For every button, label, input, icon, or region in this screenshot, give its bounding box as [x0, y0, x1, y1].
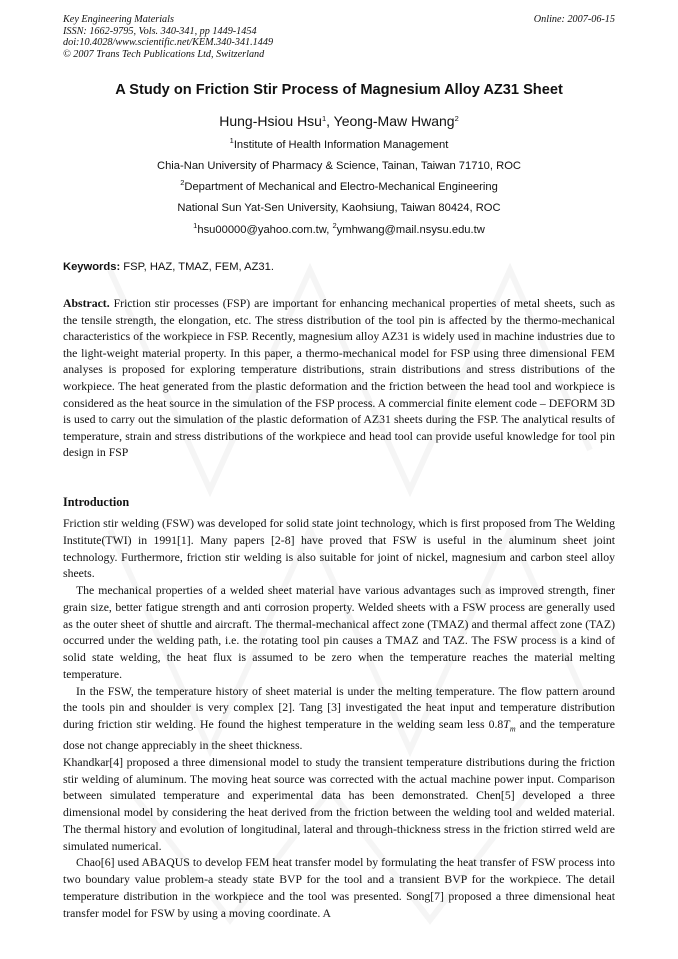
author-affiliation-mark: 2 [454, 114, 459, 123]
email-address: ymhwang@mail.nsysu.edu.tw [336, 224, 485, 236]
affiliation-2-line-1: $^2$Department of Mechanical and Electro-Mechanical Engineering [180, 178, 498, 193]
keywords-text: FSP, HAZ, TMAZ, FEM, AZ31. [120, 261, 274, 273]
affiliation-mark: 1 [193, 221, 198, 230]
paragraph: In the FSW, the temperature history of sheet material is under the melting temperature. The flow pattern around the tools pin and shoulder is very complex [2]. Tang [3] investigated the heat input and temperature distribution during friction stir welding. He found the highest temperature in the welding seam less $0.8T_m$ and the temperature dose not change appreciably in the sheet thickness. [63, 684, 615, 753]
paragraph: Friction stir welding (FSW) was developed for solid state joint technology, which is first proposed from The Welding Institute(TWI) in 1991[1]. Many papers [2-8] have proved that FSW is useful in the aluminum sheet joint technology. Furthermore, friction stir welding is also suitable for joint of nickel, magnesium and carbon steel alloy sheets. [63, 517, 615, 581]
math-formula: $0.8T_m$ [488, 718, 516, 734]
abstract-text: Friction stir processes (FSP) are important for enhancing mechanical properties of metal sheets, such as the tensile strength, the elongation, etc. The stress distribution of the tool pin is affected by the thermo-mechanical characteristics of the workpiece in FSP. Recently, magnesium alloy AZ31 is widely used in machine industries due to the light-weight material property. In this paper, a thermo-mechanical model for FSP using three dimensional FEM analyses is proposed for exploring temperature distributions, strain distributions and stress distributions of the workpiece. The heat generated from the plastic deformation and the friction between the head tool and workpiece is considered as the heat source in the simulation of the FSP process. A commercial finite element code – DEFORM 3D is used to carry out the simulation of the plastic deformation of AZ31 sheets during the FSP. The analytical results of temperature, strain and stress distributions of the workpiece and head tool can provide useful knowledge for tool pin design in FSP [63, 297, 615, 460]
journal-name: Key Engineering Materials [63, 14, 174, 25]
journal-copyright: © 2007 Trans Tech Publications Ltd, Switzerland [63, 48, 265, 60]
journal-doi: doi:10.4028/www.scientific.net/KEM.340-341.1449 [63, 37, 274, 49]
affiliation-2-line-2: National Sun Yat-Sen University, Kaohsiung, Taiwan 80424, ROC [177, 202, 501, 214]
email-address: hsu00000@yahoo.com.tw [197, 224, 327, 236]
author-emails: $^1$hsu00000@yahoo.com.tw, $^2$ymhwang@mail.nsysu.edu.tw [193, 221, 485, 236]
keywords-label: Keywords: [63, 261, 121, 273]
paragraph: Khandkar[4] proposed a three dimensional model to study the transient temperature distributions during the friction stir welding of aluminum. The moving heat source was corrected with the actual machine power input. Comparison between simulated temperature and experimental data has been demonstrated. Chen[5] developed a three dimensional model by considering the heat derived from the friction between the welding tool and welded material. The thermal history and evolution of longitudinal, lateral and through-thickness stress in the friction stirred weld are simulated numerical. [63, 755, 615, 853]
online-date: Online: 2007-06-15 [533, 14, 615, 25]
paragraph: Chao[6] used ABAQUS to develop FEM heat transfer model by formulating the heat transfer of FSW process into two boundary value problem-a steady state BVP for the tool and a transient BVP for the workpiece. The detail temperature distribution in the workpiece and the tool was presented. Song[7] proposed a three dimensional heat transfer model for FSW by using a moving coordinate. A [63, 856, 615, 920]
affiliation-mark: 2 [180, 178, 185, 187]
journal-header [63, 14, 273, 60]
author-affiliation-mark: 1 [321, 114, 327, 123]
affiliation-1-line-1: $^1$Institute of Health Information Management [229, 136, 449, 151]
author-name: Yeong-Maw Hwang [333, 113, 455, 129]
affiliation-1-line-2: Chia-Nan University of Pharmacy & Science, Tainan, Taiwan 71710, ROC [157, 160, 521, 172]
paragraph: The mechanical properties of a welded sheet material have various advantages such as improved strength, finer grain size, better fatigue strength and anti corrosion property. Welded sheets with a FSW process are generally used as the outer sheet of shuttle and aircraft. The thermal-mechanical affect zone (TMAZ) and thermal affect zone (TAZ) occurred under the welding path, i.e. the rotating tool pin causes a TMAZ and TAZ. The FSW process is a kind of solid state welding, the heat flux is assumed to be zero when the temperature reaches the material melting temperature. [63, 584, 615, 681]
abstract [63, 296, 615, 462]
author-name: Hung-Hsiou Hsu [219, 113, 322, 129]
affiliation-mark: 2 [332, 221, 337, 230]
introduction-body [63, 516, 615, 922]
introduction-heading: Introduction [63, 495, 130, 509]
author-separator: , [326, 113, 334, 129]
keywords [63, 261, 615, 273]
journal-issn: ISSN: 1662-9795, Vols. 340-341, pp 1449-1454 [63, 25, 257, 37]
author-list [0, 113, 678, 129]
abstract-label: Abstract. [63, 297, 110, 310]
affiliation-mark: 1 [229, 136, 234, 145]
paper-title: A Study on Friction Stir Process of Magnesium Alloy AZ31 Sheet [115, 82, 563, 98]
